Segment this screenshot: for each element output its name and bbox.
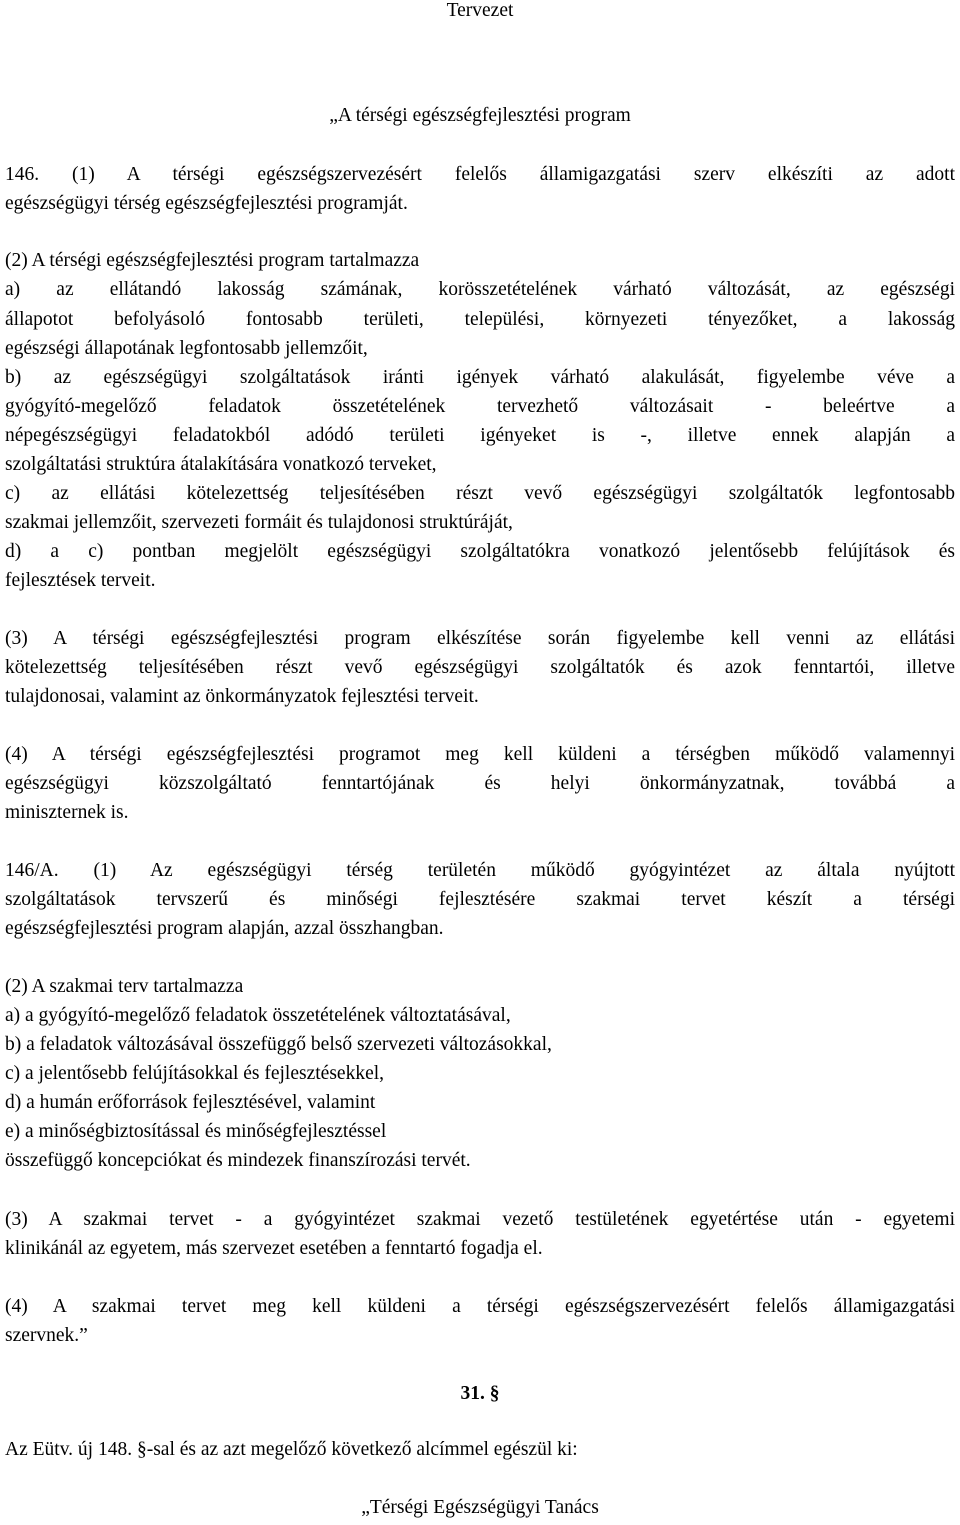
paragraph-line: 146/A. (1) Az egészségügyi térség területén működő gyógyintézet az általa nyújtott [5,860,955,881]
paragraph-line: kötelezettség teljesítésében részt vevő egészségügyi szolgáltatók és azok fenntartói, illetve [5,657,955,678]
paragraph-line: miniszternek is. [5,802,129,823]
paragraph-line: b) az egészségügyi szolgáltatások iránti igények várható alakulását, figyelembe véve a [5,367,955,388]
subtitle: „Térségi Egészségügyi Tanács [361,1497,599,1518]
paragraph-line: (2) A szakmai terv tartalmazza [5,976,244,997]
paragraph-line: szolgáltatási struktúra átalakítására vonatkozó terveket, [5,454,437,475]
paragraph-line: népegészségügyi feladatokból adódó területi igényeket is -, illetve ennek alapján a [5,425,955,446]
paragraph-line: fejlesztések terveit. [5,570,156,591]
paragraph-line: 146. (1) A térségi egészségszervezésért felelős államigazgatási szerv elkészíti az adott [5,164,955,185]
paragraph-line: (2) A térségi egészségfejlesztési program tartalmazza [5,250,420,271]
paragraph-line: (4) A térségi egészségfejlesztési programot meg kell küldeni a térségben működő valamennyi [5,744,955,765]
paragraph-line: állapotot befolyásoló fontosabb területi, települési, környezeti tényezőket, a lakosság [5,309,955,330]
paragraph-line: egészségügyi közszolgáltató fenntartójának és helyi önkormányzatnak, továbbá a [5,773,955,794]
paragraph-line: egészségügyi térség egészségfejlesztési programját. [5,193,408,214]
section-title: „A térségi egészségfejlesztési program [329,105,631,126]
list-item: b) a feladatok változásával összefüggő belső szervezeti változásokkal, [5,1034,552,1055]
amendment-line: Az Eütv. új 148. §-sal és az azt megelőző következő alcímmel egészül ki: [5,1439,578,1460]
paragraph-line: (4) A szakmai tervet meg kell küldeni a térségi egészségszervezésért felelős államigazgatási [5,1296,955,1317]
paragraph-line: (3) A szakmai tervet - a gyógyintézet szakmai vezető testületének egyetértése után - egyetemi [5,1209,955,1230]
paragraph-line: c) az ellátási kötelezettség teljesítésében részt vevő egészségügyi szolgáltatók legfontosabb [5,483,955,504]
paragraph-line: tulajdonosai, valamint az önkormányzatok fejlesztési terveit. [5,686,479,707]
paragraph-line: klinikánál az egyetem, más szervezet esetében a fenntartó fogadja el. [5,1238,543,1259]
paragraph-line: egészségfejlesztési program alapján, azzal összhangban. [5,918,444,939]
header: Tervezet [446,0,514,21]
paragraph-line: szervnek.” [5,1325,88,1346]
paragraph-line: szolgáltatások tervszerű és minőségi fejlesztésére szakmai tervet készít a térségi [5,889,955,910]
paragraph-line: d) a c) pontban megjelölt egészségügyi szolgáltatókra vonatkozó jelentősebb felújítások és [5,541,955,562]
list-item: c) a jelentősebb felújításokkal és fejlesztésekkel, [5,1063,385,1084]
paragraph-line: egészségi állapotának legfontosabb jellemzőit, [5,338,368,359]
list-item: a) a gyógyító-megelőző feladatok összetételének változtatásával, [5,1005,511,1026]
list-item: d) a humán erőforrások fejlesztésével, valamint [5,1092,376,1113]
paragraph-line: a) az ellátandó lakosság számának, korösszetételének várható változását, az egészségi [5,279,955,300]
paragraph-line: összefüggő koncepciókat és mindezek finanszírozási tervét. [5,1150,471,1171]
list-item: e) a minőségbiztosítással és minőségfejlesztéssel [5,1121,387,1142]
paragraph-line: (3) A térségi egészségfejlesztési program elkészítése során figyelembe kell venni az ellátási [5,628,955,649]
paragraph-line: gyógyító-megelőző feladatok összetételének tervezhető változásait - beleértve a [5,396,955,417]
section-number: 31. § [460,1383,500,1404]
paragraph-line: szakmai jellemzőit, szervezeti formáit és tulajdonosi struktúráját, [5,512,513,533]
